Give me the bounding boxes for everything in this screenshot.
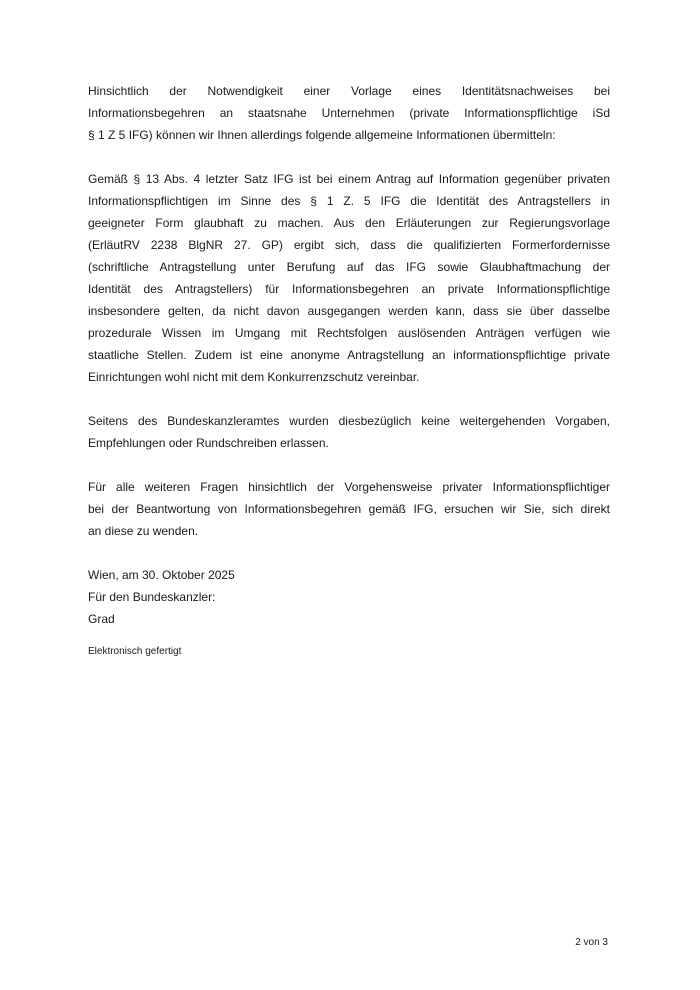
signer-role-line: Für den Bundeskanzler: [88,590,216,604]
text-line: an diese zu wenden. [88,524,199,538]
text-line: (schriftliche Antragstellung unter Berufung auf das IFG sowie Glaubhaftmachung der [88,260,610,274]
text-line: Für alle weiteren Fragen hinsichtlich der Vorgehensweise privater Informationspflichtiger [88,480,610,494]
text-line: Informationsbegehren an staatsnahe Unternehmen (private Informationspflichtige iSd [88,106,610,120]
text-line: Informationspflichtigen im Sinne des § 1 Z. 5 IFG die Identität des Antragstellers in [88,194,610,208]
closing-block [88,564,610,630]
paragraph-intro [88,80,610,146]
paragraph-no-guidelines [88,410,610,454]
text-line: § 1 Z 5 IFG) können wir Ihnen allerdings folgende allgemeine Informationen übermitteln: [88,128,556,142]
text-line: geeigneter Form glaubhaft zu machen. Aus den Erläuterungen zur Regierungsvorlage [88,216,610,230]
text-line: insbesondere gelten, da nicht davon ausgegangen werden kann, dass sie über dasselbe [88,304,610,318]
text-line: Gemäß § 13 Abs. 4 letzter Satz IFG ist bei einem Antrag auf Information gegenüber privaten [88,172,610,186]
text-line: (ErläutRV 2238 BlgNR 27. GP) ergibt sich, dass die qualifizierten Formerfordernisse [88,238,610,252]
place-date-line: Wien, am 30. Oktober 2025 [88,568,235,582]
paragraph-further-questions [88,476,610,542]
text-line: Seitens des Bundeskanzleramtes wurden diesbezüglich keine weitergehenden Vorgaben, [88,414,610,428]
text-line: staatliche Stellen. Zudem ist eine anonyme Antragstellung an informationspflichtige private [88,348,610,362]
text-line: Empfehlungen oder Rundschreiben erlassen. [88,436,329,450]
text-line: Identität des Antragstellers) für Informationsbegehren an private Informationspflichtige [88,282,610,296]
text-line: Hinsichtlich der Notwendigkeit einer Vorlage eines Identitätsnachweises bei [88,84,610,98]
paragraph-legal-explanation [88,168,610,388]
text-line: prozedurale Wissen im Umgang mit Rechtsfolgen auslösenden Anträgen verfügen wie [88,326,610,340]
text-line: bei der Beantwortung von Informationsbegehren gemäß IFG, ersuchen wir Sie, sich direkt [88,502,610,516]
signature-note: Elektronisch gefertigt [88,646,182,657]
letter-body [88,80,610,660]
page-number: 2 von 3 [575,937,608,948]
signer-name-line: Grad [88,612,115,626]
text-line: Einrichtungen wohl nicht mit dem Konkurrenzschutz vereinbar. [88,370,420,384]
